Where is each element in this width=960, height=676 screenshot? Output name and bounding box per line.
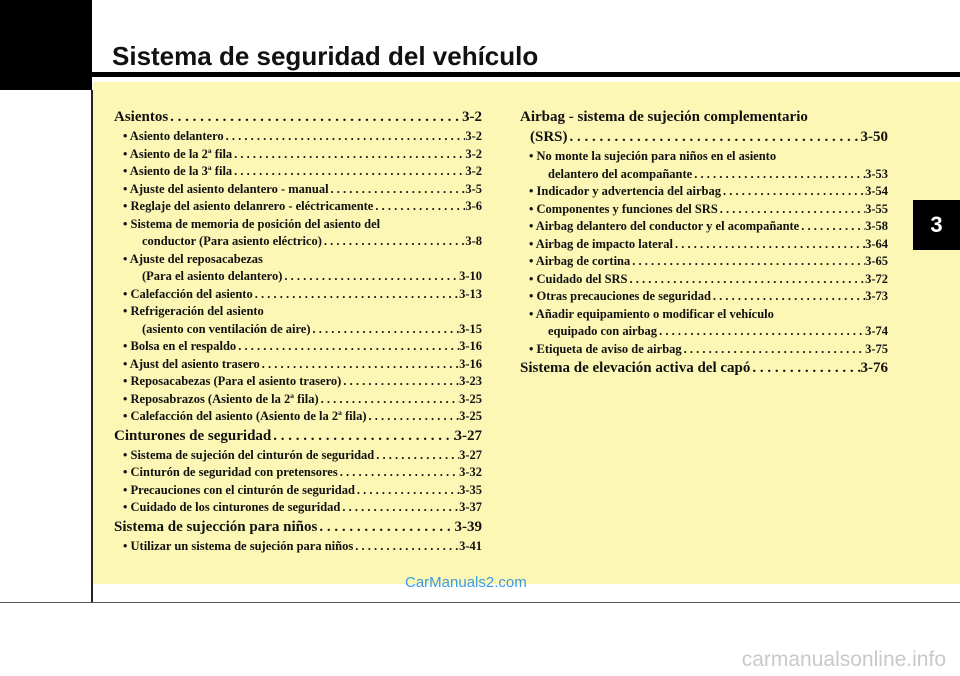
leader-dots (799, 218, 865, 236)
leader-dots (282, 268, 459, 286)
toc-right-column (520, 107, 888, 379)
leader-dots (319, 391, 459, 409)
leader-dots (373, 198, 465, 216)
toc-label: Sistema de sujección para niños (114, 518, 318, 535)
toc-label: (Para el asiento delantero) (142, 269, 283, 283)
toc-entry[interactable] (520, 271, 888, 289)
toc-entry-line1[interactable]: • Refrigeración del asiento (123, 304, 264, 318)
leader-dots (329, 181, 466, 199)
toc-page: 3-58 (865, 219, 888, 233)
toc-label: delantero del acompañante (548, 166, 693, 181)
toc-entry[interactable] (114, 181, 482, 199)
leader-dots (657, 323, 865, 341)
toc-label: • Reposacabezas (Para el asiento trasero) (123, 374, 342, 388)
toc-page: 3-2 (465, 146, 482, 161)
toc-entry[interactable] (114, 233, 482, 251)
toc-page: 3-6 (465, 199, 482, 213)
toc-entry-line1[interactable]: • Sistema de memoria de posición del asiento del (123, 216, 381, 231)
toc-label: • Ajust del asiento trasero (123, 356, 260, 371)
leader-dots (232, 163, 465, 181)
leader-dots (692, 166, 865, 184)
bottom-rule (0, 602, 960, 603)
toc-page: 3-41 (459, 538, 482, 553)
toc-entry[interactable] (114, 128, 482, 146)
toc-label: equipado con airbag (548, 324, 658, 338)
toc-section-cinturones[interactable] (114, 426, 482, 447)
toc-label: • Calefacción del asiento (123, 286, 253, 301)
toc-entry[interactable] (114, 268, 482, 286)
leader-dots (682, 341, 865, 359)
toc-section-airbag[interactable] (520, 127, 888, 148)
watermark-link[interactable]: CarManuals2.com (405, 574, 527, 591)
toc-page: 3-53 (865, 166, 888, 181)
toc-section-asientos[interactable] (114, 107, 482, 128)
toc-entry[interactable] (114, 198, 482, 216)
page-title: Sistema de seguridad del vehículo (112, 41, 539, 71)
toc-page: 3-54 (865, 184, 888, 198)
toc-page: 3-2 (465, 129, 482, 143)
leader-dots (338, 464, 459, 482)
leader-dots (750, 358, 860, 379)
leader-dots (168, 107, 462, 128)
title-rule (92, 72, 960, 77)
toc-entry[interactable] (114, 373, 482, 391)
toc-page: 3-65 (865, 254, 888, 268)
toc-label: • Cuidado de los cinturones de seguridad (123, 500, 341, 514)
toc-entry[interactable] (520, 323, 888, 341)
toc-entry[interactable] (114, 146, 482, 164)
toc-entry[interactable] (114, 538, 482, 556)
toc-label: • Utilizar un sistema de sujeción para niños (123, 538, 354, 553)
toc-label: • Etiqueta de aviso de airbag (529, 341, 682, 356)
toc-page: 3-72 (865, 271, 888, 286)
watermark-footer: carmanualsonline.info (741, 648, 946, 671)
toc-label: • Asiento de la 3ª fila (123, 164, 233, 178)
toc-page: 3-39 (454, 518, 482, 535)
leader-dots (355, 482, 459, 500)
toc-label: • Asiento de la 2ª fila (123, 146, 233, 161)
toc-page: 3-13 (459, 286, 482, 301)
leader-dots (340, 499, 459, 517)
toc-label: • Asiento delantero (123, 129, 224, 143)
toc-page: 3-2 (462, 109, 482, 125)
toc-page: 3-75 (865, 341, 888, 356)
toc-label: • Componentes y funciones del SRS (529, 201, 718, 216)
leader-dots (628, 271, 866, 289)
toc-label: • Airbag delantero del conductor y el acompañante (529, 219, 800, 233)
toc-entry[interactable] (520, 183, 888, 201)
toc-page: 3-15 (459, 321, 482, 336)
toc-entry[interactable] (114, 447, 482, 465)
toc-label: • Precauciones con el cinturón de seguridad (123, 482, 355, 497)
toc-label: • Ajuste del asiento delantero - manual (123, 181, 329, 196)
toc-page: 3-25 (459, 409, 482, 423)
toc-label: • Reposabrazos (Asiento de la 2ª fila) (123, 391, 319, 406)
toc-entry[interactable] (520, 341, 888, 359)
toc-label: • Cuidado del SRS (529, 271, 628, 286)
toc-label: Sistema de elevación activa del capó (520, 360, 751, 376)
toc-label: • Airbag de impacto lateral (529, 236, 673, 251)
toc-page: 3-16 (459, 339, 482, 353)
toc-section-airbag-line1[interactable]: Airbag - sistema de sujeción complementario (520, 109, 808, 125)
toc-entry[interactable] (114, 391, 482, 409)
toc-section-capo[interactable] (520, 358, 888, 379)
toc-label: (SRS) (530, 129, 568, 145)
toc-label: (asiento con ventilación de aire) (142, 321, 311, 336)
toc-label: • Calefacción del asiento (Asiento de la 2ª fila) (123, 409, 367, 423)
corner-block (0, 0, 92, 90)
toc-page: 3-10 (459, 269, 482, 283)
toc-page: 3-73 (865, 289, 888, 303)
toc-page: 3-76 (860, 360, 888, 376)
toc-page: 3-37 (459, 500, 482, 514)
leader-dots (718, 201, 865, 219)
toc-page: 3-74 (865, 324, 888, 338)
toc-entry-line1[interactable]: • No monte la sujeción para niños en el asiento (529, 149, 777, 163)
toc-entry[interactable] (520, 218, 888, 236)
toc-page: 3-25 (459, 391, 482, 406)
toc-entry-line1[interactable]: • Ajuste del reposacabezas (123, 251, 263, 266)
leader-dots (353, 538, 459, 556)
toc-label: • Sistema de sujeción del cinturón de seguridad (123, 447, 375, 462)
leader-dots (721, 183, 865, 201)
leader-dots (673, 236, 865, 254)
toc-page: 3-50 (860, 129, 888, 145)
toc-page: 3-27 (459, 447, 482, 462)
toc-page: 3-16 (459, 356, 482, 371)
leader-dots (260, 356, 459, 374)
leader-dots (224, 128, 466, 146)
leader-dots (322, 233, 465, 251)
leader-dots (374, 447, 459, 465)
toc-entry[interactable] (114, 499, 482, 517)
toc-entry[interactable] (520, 253, 888, 271)
toc-page: 3-5 (465, 181, 482, 196)
toc-entry[interactable] (520, 166, 888, 184)
toc-entry[interactable] (114, 338, 482, 356)
toc-page: 3-8 (465, 234, 482, 248)
leader-dots (271, 426, 454, 447)
toc-label: conductor (Para asiento eléctrico) (142, 234, 322, 248)
toc-entry[interactable] (114, 464, 482, 482)
toc-label: • Otras precauciones de seguridad (529, 289, 711, 303)
toc-label: Cinturones de seguridad (114, 427, 272, 444)
toc-page: 3-64 (865, 236, 888, 251)
toc-entry[interactable] (114, 356, 482, 374)
toc-label: • Indicador y advertencia del airbag (529, 184, 721, 198)
toc-label: Asientos (114, 109, 169, 125)
leader-dots (311, 321, 460, 339)
leader-dots (630, 253, 865, 271)
chapter-tab[interactable]: 3 (913, 200, 960, 250)
toc-label: • Bolsa en el respaldo (123, 339, 237, 353)
toc-entry-line1[interactable]: • Añadir equipamiento o modificar el vehículo (529, 306, 774, 321)
leader-dots (711, 288, 865, 306)
toc-page: 3-27 (454, 427, 482, 444)
toc-entry[interactable] (114, 321, 482, 339)
toc-label: • Reglaje del asiento delanrero - eléctricamente (123, 199, 374, 213)
leader-dots (568, 127, 861, 148)
leader-dots (317, 517, 454, 538)
toc-page: 3-55 (865, 201, 888, 216)
toc-page: 3-23 (459, 374, 482, 388)
side-rule (91, 90, 93, 602)
toc-entry[interactable] (114, 482, 482, 500)
leader-dots (232, 146, 465, 164)
toc-entry[interactable] (114, 408, 482, 426)
toc-left-column (114, 107, 482, 555)
toc-entry[interactable] (114, 286, 482, 304)
leader-dots (253, 286, 459, 304)
toc-entry[interactable] (520, 236, 888, 254)
leader-dots (341, 373, 459, 391)
toc-page: 3-2 (465, 164, 482, 178)
leader-dots (367, 408, 460, 426)
toc-section-sujeccion[interactable] (114, 517, 482, 538)
toc-label: • Cinturón de seguridad con pretensores (123, 465, 338, 479)
toc-label: • Airbag de cortina (529, 254, 631, 268)
toc-entry[interactable] (114, 163, 482, 181)
leader-dots (236, 338, 459, 356)
toc-page: 3-35 (459, 482, 482, 497)
toc-entry[interactable] (520, 288, 888, 306)
toc-page: 3-32 (459, 465, 482, 479)
toc-entry[interactable] (520, 201, 888, 219)
